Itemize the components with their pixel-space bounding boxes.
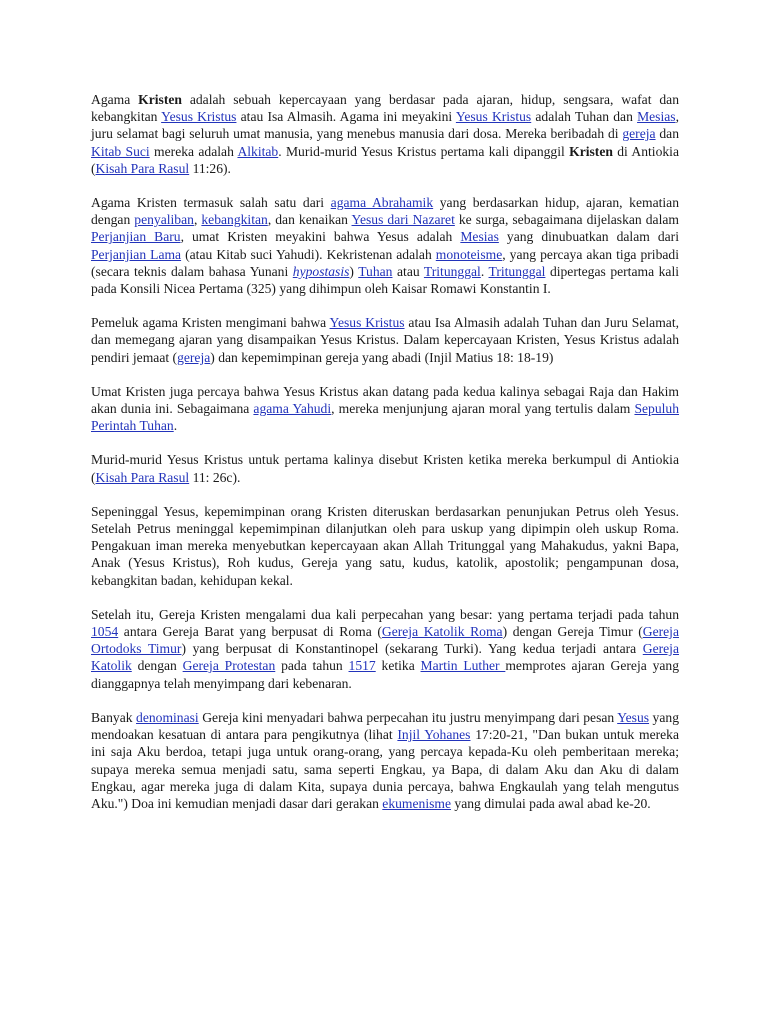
text-run: ) [349,263,359,279]
wiki-link[interactable]: 1517 [348,658,376,674]
text-run: di Antiokia ( [91,143,679,176]
text-run: Murid-murid Yesus Kristus untuk pertama kalinya disebut Kristen ketika mereka berkumpul di Antiokia ( [91,452,679,485]
paragraph-6 [91,503,679,589]
wiki-link[interactable]: Martin Luther [420,658,506,674]
wiki-link[interactable]: agama Yahudi [253,401,332,417]
text-run: . [480,263,489,279]
wiki-link[interactable]: Kitab Suci [91,143,150,159]
text-run: yang dimulai pada awal abad ke-20. [451,795,651,811]
wiki-link[interactable]: Alkitab [237,143,279,159]
wiki-link[interactable]: Yesus Kristus [329,315,405,331]
wiki-link[interactable]: Tuhan [358,263,393,279]
wiki-link[interactable]: ekumenisme [382,795,452,811]
text-run: Setelah itu, Gereja Kristen mengalami dua kali perpecahan yang besar: yang pertama terjadi pada tahun [91,606,679,622]
text-run: ketika [375,658,421,674]
bold-term: Kristen [569,143,613,159]
text-run: yang dinubuatkan dalam dari [498,229,679,245]
bold-term: Kristen [138,92,182,107]
wiki-link[interactable]: Injil Yohanes [397,727,471,743]
text-run: Pemeluk agama Kristen mengimani bahwa [91,315,330,331]
wiki-link[interactable]: Mesias [637,109,676,125]
wiki-link[interactable]: Kisah Para Rasul [95,160,190,176]
text-run: ke surga, sebagaimana dijelaskan dalam [454,212,679,228]
text-run: ) dan kepemimpinan gereja yang abadi (Injil Matius 18: 18-19) [210,349,554,365]
paragraph-4 [91,383,679,435]
wiki-link[interactable]: 1054 [91,624,119,640]
text-run: . Murid-murid Yesus Kristus pertama kali dipanggil [278,143,570,159]
text-run: Agama Kristen termasuk salah satu dari [91,195,331,211]
text-run: (atau Kitab suci Yahudi). Kekristenan adalah [181,246,436,262]
text-run: , yang percaya akan tiga pribadi (secara teknis dalam bahasa Yunani [91,246,679,279]
text-run: antara Gereja Barat yang berpusat di Roma ( [118,624,382,640]
text-run: yang mendoakan kesatuan di antara para pengikutnya (lihat [91,709,679,743]
text-run: 17:20-21, "Dan bukan untuk mereka ini saja Aku berdoa, tetapi juga untuk orang-orang, yang percaya kepada-Ku oleh pemberitaan mereka; supaya mereka semua menjadi satu, sama seperti Engkau, ya Bapa, di dalam Aku dan Aku di dalam Engkau, agar mereka juga di dalam Kita, supaya dunia percaya, bahwa Engkaulah yang telah mengutus Aku.") Doa ini kemudian menjadi dasar dari gerakan [91,727,679,811]
text-run: Gereja kini menyadari bahwa perpecahan itu justru menyimpang dari pesan [198,709,618,725]
text-run: atau Isa Almasih. Agama ini meyakini [236,109,456,125]
paragraph-1 [91,91,679,177]
text-run: yang berdasarkan hidup, ajaran, kematian dengan [91,195,679,228]
text-run: 11:26). [189,160,231,176]
text-run: ) yang berpusat di Konstantinopel (sekarang Turki). Yang kedua terjadi antara [181,641,643,657]
wiki-link[interactable]: monoteisme [435,246,503,262]
wiki-link[interactable]: Tritunggal [488,263,546,279]
wiki-link[interactable]: kebangkitan [201,212,268,228]
wiki-link[interactable]: gereja [622,126,656,142]
text-run: , juru selamat bagi seluruh umat manusia, yang menebus manusia dari dosa. Mereka beribadah di [91,109,679,142]
wiki-link[interactable]: Yesus dari Nazaret [351,212,455,228]
document-page [91,91,679,829]
text-run: . [173,418,178,434]
text-run: ) dengan Gereja Timur ( [502,624,643,640]
wiki-link[interactable]: Gereja Ortodoks Timur [91,624,679,657]
wiki-link[interactable]: gereja [177,349,211,365]
text-run: dan [655,126,679,142]
text-run: adalah Tuhan dan [531,109,638,125]
text-run: Sepeninggal Yesus, kepemimpinan orang Kristen diteruskan berdasarkan penunjukan Petrus oleh Yesus. Setelah Petrus meninggal kepemimpinan dilanjutkan oleh para uskup yang dipimpin oleh uskup Roma. Pengakuan iman mereka menyebutkan kepercayaan akan Allah Tritunggal yang Mahakudus, yakni Bapa, Anak (Yesus Kristus), Roh kudus, Gereja yang satu, kudus, katolik, apostolik; pengampunan dosa, kebangkitan badan, kehidupan kekal. [91,503,679,588]
text-run: atau Isa Almasih adalah Tuhan dan Juru Selamat, dan memegang ajaran yang disampaikan Yesus Kristus. Dalam kepercayaan Kristen, Yesus Kristus adalah pendiri jemaat ( [91,315,679,365]
wiki-link[interactable]: Sepuluh Perintah Tuhan [91,401,680,434]
text-run: , umat Kristen meyakini bahwa Yesus adalah [180,229,461,245]
text-run: Umat Kristen juga percaya bahwa Yesus Kristus akan datang pada kedua kalinya sebagai Raja dan Hakim akan dunia ini. Sebagaimana [91,383,679,417]
paragraph-5 [91,451,679,485]
paragraph-7 [91,606,679,692]
text-run: pada tahun [275,658,349,674]
paragraph-3 [91,314,679,366]
wiki-link[interactable]: denominasi [136,709,199,725]
wiki-link[interactable]: Yesus Kristus [455,109,532,125]
text-run: adalah sebuah kepercayaan yang berdasar pada ajaran, hidup, sengsara, wafat dan kebangkitan [91,92,679,125]
paragraph-8 [91,709,679,812]
text-run: Banyak [91,709,137,725]
text-run: 11: 26c). [189,469,241,485]
text-run: , mereka menjunjung ajaran moral yang tertulis dalam [331,401,635,417]
wiki-link[interactable]: hypostasis [292,263,350,279]
wiki-link[interactable]: Gereja Katolik [91,641,679,674]
text-run: atau [392,263,424,279]
wiki-link[interactable]: agama Abrahamik [330,195,434,211]
wiki-link[interactable]: penyaliban [134,212,194,228]
text-run: , dan kenaikan [267,212,352,228]
text-run: , [193,212,202,228]
wiki-link[interactable]: Kisah Para Rasul [95,469,190,485]
text-run: dengan [131,658,183,674]
wiki-link[interactable]: Yesus Kristus [161,109,237,125]
text-run: dipertegas pertama kali pada Konsili Nicea Pertama (325) yang dihimpun oleh Kaisar Romawi Konstantin I. [91,263,680,297]
wiki-link[interactable]: Gereja Katolik Roma [381,624,503,640]
wiki-link[interactable]: Perjanjian Baru [91,229,181,245]
paragraph-2 [91,194,679,297]
text-run: mereka adalah [149,143,238,159]
text-run: Agama [91,92,139,107]
wiki-link[interactable]: Perjanjian Lama [91,246,182,262]
wiki-link[interactable]: Mesias [460,229,499,245]
wiki-link[interactable]: Tritunggal [423,263,481,279]
wiki-link[interactable]: Yesus [617,709,650,725]
wiki-link[interactable]: Gereja Protestan [182,658,276,674]
text-run: memprotes ajaran Gereja yang dianggapnya telah menyimpang dari kebenaran. [91,658,680,691]
